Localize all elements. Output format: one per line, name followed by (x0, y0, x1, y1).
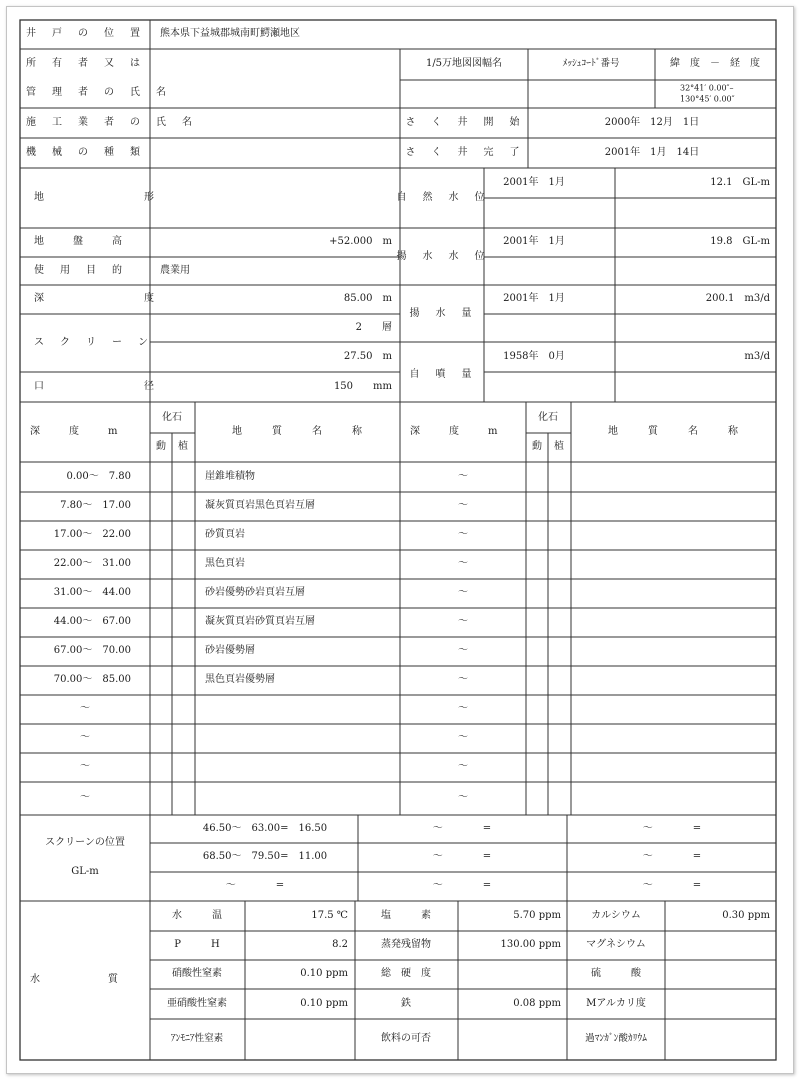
geology-row-depth: ～ (80, 792, 90, 803)
hardness-label: 総 硬 度 (381, 968, 431, 979)
geology-row-depth: ～ (80, 761, 90, 772)
longitude-value: 130°45′ 0.00″ (680, 94, 735, 104)
geology-row-depth-right: ～ (458, 558, 468, 569)
fossil-plant-header-right: 植 (554, 441, 564, 452)
geology-row-name: 砂岩優勢砂岩頁岩互層 (205, 587, 305, 598)
iron-value: 0.08 ppm (513, 998, 561, 1009)
geology-row-depth-right: ～ (458, 703, 468, 714)
artesian-flow-unit: m3/d (744, 351, 770, 362)
fossil-animal-header: 動 (156, 441, 166, 452)
geology-row-name: 砂岩優勢層 (205, 645, 255, 656)
geology-row-depth: 70.00～ 85.00 (53, 674, 131, 685)
geology-row-depth-right: ～ (458, 587, 468, 598)
sulfate-label: 硫 酸 (591, 968, 641, 979)
screen-count-value: 2 層 (355, 322, 392, 333)
fossil-header-right: 化石 (538, 412, 558, 423)
geology-row-depth-right: ～ (458, 529, 468, 540)
nitrite-value: 0.10 ppm (300, 998, 348, 1009)
depth-label: 深 度 (34, 293, 166, 304)
screen-position-empty: ～ = (432, 880, 492, 891)
pumping-quantity-date: 2001年 1月 (503, 293, 565, 304)
ground-height-value: +52.000 m (329, 236, 392, 247)
geology-row-depth-right: ～ (458, 471, 468, 482)
calcium-value: 0.30 ppm (722, 910, 770, 921)
calcium-label: カルシウム (591, 910, 641, 921)
location-label: 井 戸 の 位 置 (26, 28, 143, 39)
geology-row-depth: 67.00～ 70.00 (53, 645, 131, 656)
residue-label: 蒸発残留物 (381, 939, 431, 950)
water-temp-label: 水 温 (172, 910, 222, 921)
geology-row-name: 崖錐堆積物 (205, 471, 255, 482)
geology-row-depth-right: ～ (458, 792, 468, 803)
pumping-water-level-value: 19.8 GL-m (710, 236, 770, 247)
nitrite-label: 亜硝酸性窒素 (167, 998, 227, 1009)
geology-row-name: 凝灰質頁岩黒色頁岩互層 (205, 500, 315, 511)
screen-position-empty: ～ = (432, 851, 492, 862)
pumping-quantity-value: 200.1 m3/d (705, 293, 770, 304)
machine-type-label: 機 械 の 種 類 (26, 147, 143, 158)
geology-row-depth-right: ～ (458, 674, 468, 685)
geology-row-depth: 0.00～ 7.80 (66, 471, 131, 482)
geology-row-depth-right: ～ (458, 761, 468, 772)
nitrate-label: 硝酸性窒素 (172, 968, 222, 979)
geology-row-name: 黒色頁岩優勢層 (205, 674, 275, 685)
ammonia-label: ｱﾝﾓﾆｱ性窒素 (170, 1033, 224, 1044)
water-temp-value: 17.5 ℃ (311, 910, 348, 921)
geology-row-depth: 44.00～ 67.00 (53, 616, 131, 627)
residue-value: 130.00 ppm (500, 939, 561, 950)
form-border (20, 20, 776, 1060)
screen-position-empty: ～ = (642, 823, 702, 834)
permanganate-label: 過ﾏﾝｶﾞﾝ酸ｶﾘｳﾑ (585, 1033, 647, 1044)
screen-position-empty: ～ = (432, 823, 492, 834)
terrain-label: 地 形 (34, 192, 166, 203)
contractor-label: 施 工 業 者 の 氏 名 (26, 117, 195, 128)
iron-label: 鉄 (401, 998, 411, 1009)
diameter-value: 150 mm (333, 381, 392, 392)
geology-depth-header: 深 度 m (30, 426, 121, 437)
fossil-animal-header-right: 動 (532, 441, 542, 452)
geology-row-depth: 22.00～ 31.00 (53, 558, 131, 569)
depth-value: 85.00 m (343, 293, 392, 304)
owner-label-line2: 管 理 者 の 氏 名 (26, 87, 169, 98)
screen-position-empty: ～ = (225, 880, 285, 891)
geology-row-depth: ～ (80, 732, 90, 743)
screen-position-row2: 68.50～ 79.50= 11.00 (202, 851, 328, 862)
nitrate-value: 0.10 ppm (300, 968, 348, 979)
natural-water-level-value: 12.1 GL-m (710, 177, 770, 188)
geology-row-depth: ～ (80, 703, 90, 714)
geology-row-name: 砂質頁岩 (205, 529, 245, 540)
natural-water-level-label: 自 然 水 位 (396, 192, 488, 203)
ph-value: 8.2 (332, 939, 348, 950)
ph-label: P H (174, 939, 220, 950)
screen-position-row1: 46.50～ 63.00= 16.50 (202, 823, 328, 834)
geology-row-depth-right: ～ (458, 616, 468, 627)
artesian-flow-label: 自 噴 量 (409, 369, 475, 380)
screen-position-label: スクリーンの位置 (45, 837, 125, 848)
latitude-value: 32°41′ 0.00″– (680, 83, 734, 93)
chlorine-label: 塩 素 (381, 910, 431, 921)
geology-row-depth-right: ～ (458, 500, 468, 511)
geology-row-name: 凝灰質頁岩砂質頁岩互層 (205, 616, 315, 627)
location-value: 熊本県下益城郡城南町鰐瀬地区 (160, 28, 300, 39)
artesian-flow-date: 1958年 0月 (503, 351, 565, 362)
geology-row-depth: 31.00～ 44.00 (53, 587, 131, 598)
diameter-label: 口 径 (34, 381, 166, 392)
water-quality-label: 水 質 (30, 974, 121, 985)
drill-end-value: 2001年 1月 14日 (604, 147, 700, 158)
chlorine-value: 5.70 ppm (513, 910, 561, 921)
geology-depth-header-right: 深 度 m (410, 426, 501, 437)
owner-label-line1: 所 有 者 又 は (26, 58, 143, 69)
fossil-plant-header: 植 (178, 441, 188, 452)
geology-row-name: 黒色頁岩 (205, 558, 245, 569)
pumping-water-level-label: 揚 水 水 位 (396, 251, 488, 262)
natural-water-level-date: 2001年 1月 (503, 177, 565, 188)
screen-position-empty: ～ = (642, 880, 702, 891)
pumping-quantity-label: 揚 水 量 (409, 308, 475, 319)
latlon-label: 緯 度 － 経 度 (670, 58, 760, 69)
geology-name-header: 地 質 名 称 (232, 426, 362, 437)
drill-start-value: 2000年 12月 1日 (604, 117, 700, 128)
drill-end-label: さ く 井 完 了 (405, 147, 523, 158)
pumping-water-level-date: 2001年 1月 (503, 236, 565, 247)
alkalinity-label: Mアルカリ度 (586, 998, 646, 1009)
geology-row-depth-right: ～ (458, 645, 468, 656)
screen-position-empty: ～ = (642, 851, 702, 862)
purpose-label: 使 用 目 的 (34, 265, 125, 276)
purpose-value: 農業用 (160, 265, 190, 276)
drill-start-label: さ く 井 開 始 (405, 117, 523, 128)
ground-height-label: 地 盤 高 (34, 236, 125, 247)
map-sheet-label: 1/5万地図図幅名 (425, 58, 503, 69)
geology-row-depth-right: ～ (458, 732, 468, 743)
magnesium-label: マグネシウム (586, 939, 646, 950)
geology-name-header-right: 地 質 名 称 (608, 426, 738, 437)
screen-label: ス ク リ ー ン (34, 337, 151, 348)
fossil-header: 化石 (162, 412, 182, 423)
geology-row-depth: 17.00～ 22.00 (53, 529, 131, 540)
geology-row-depth: 7.80～ 17.00 (60, 500, 131, 511)
mesh-code-label: ﾒｯｼｭｺｰﾄﾞ番号 (562, 58, 620, 69)
potable-label: 飲料の可否 (381, 1033, 431, 1044)
screen-length-value: 27.50 m (343, 351, 392, 362)
screen-position-unit: GL-m (71, 866, 99, 877)
